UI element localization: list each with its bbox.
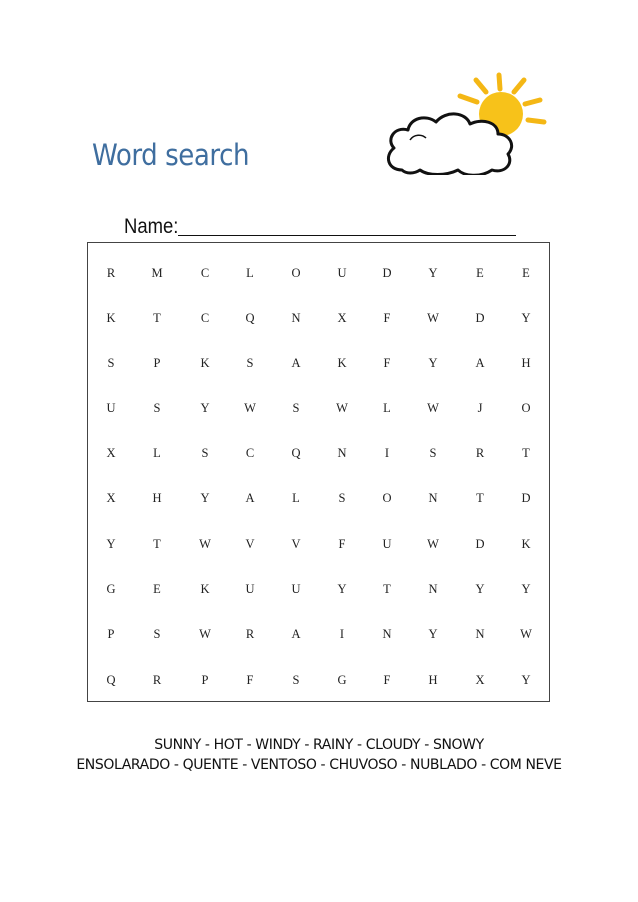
grid-cell: Y: [428, 627, 438, 641]
grid-cell: G: [337, 673, 347, 687]
grid-cell: Y: [475, 582, 485, 596]
grid-cell: F: [383, 311, 391, 325]
grid-cell: L: [292, 491, 300, 505]
grid-cell: D: [475, 311, 485, 325]
grid-cell: X: [106, 446, 116, 460]
grid-cell: W: [427, 401, 439, 415]
grid-cell: Y: [200, 491, 210, 505]
grid-cell: T: [522, 446, 530, 460]
grid-cell: X: [475, 673, 485, 687]
grid-cell: S: [107, 356, 115, 370]
grid-cell: Y: [428, 356, 438, 370]
grid-cell: Y: [428, 266, 438, 280]
grid-cell: E: [153, 582, 161, 596]
grid-cell: A: [291, 627, 301, 641]
grid-cell: Y: [200, 401, 210, 415]
grid-cell: C: [200, 311, 210, 325]
grid-cell: O: [521, 401, 531, 415]
grid-row: [88, 534, 549, 554]
grid-cell: K: [200, 582, 210, 596]
grid-row: [88, 670, 549, 690]
grid-cell: U: [382, 537, 392, 551]
grid-cell: W: [427, 537, 439, 551]
grid-cell: R: [245, 627, 255, 641]
grid-cell: F: [338, 537, 346, 551]
grid-cell: W: [427, 311, 439, 325]
grid-row: [88, 398, 549, 418]
grid-cell: N: [382, 627, 392, 641]
grid-cell: H: [152, 491, 162, 505]
grid-cell: K: [200, 356, 210, 370]
grid-cell: C: [245, 446, 255, 460]
grid-cell: P: [201, 673, 209, 687]
grid-cell: R: [106, 266, 116, 280]
grid-row: [88, 579, 549, 599]
grid-cell: T: [153, 537, 161, 551]
grid-cell: E: [476, 266, 484, 280]
grid-cell: H: [428, 673, 438, 687]
grid-cell: U: [106, 401, 116, 415]
grid-cell: O: [291, 266, 301, 280]
word-search-grid: [87, 242, 550, 702]
grid-cell: L: [246, 266, 254, 280]
grid-cell: Q: [106, 673, 116, 687]
grid-cell: Y: [521, 311, 531, 325]
grid-row: [88, 308, 549, 328]
grid-cell: S: [246, 356, 254, 370]
grid-cell: S: [292, 673, 300, 687]
grid-cell: S: [201, 446, 209, 460]
grid-cell: D: [382, 266, 392, 280]
name-label: Name:: [124, 215, 179, 238]
grid-cell: K: [521, 537, 531, 551]
grid-cell: M: [151, 266, 163, 280]
grid-cell: W: [199, 627, 211, 641]
grid-cell: D: [521, 491, 531, 505]
grid-cell: F: [246, 673, 254, 687]
grid-cell: U: [337, 266, 347, 280]
grid-cell: R: [475, 446, 485, 460]
grid-cell: W: [199, 537, 211, 551]
grid-cell: T: [383, 582, 391, 596]
grid-cell: J: [477, 401, 483, 415]
grid-cell: K: [106, 311, 116, 325]
grid-row: [88, 624, 549, 644]
grid-cell: L: [383, 401, 391, 415]
grid-cell: C: [200, 266, 210, 280]
grid-cell: N: [428, 582, 438, 596]
grid-cell: X: [337, 311, 347, 325]
grid-cell: T: [153, 311, 161, 325]
grid-cell: F: [383, 673, 391, 687]
grid-cell: T: [476, 491, 484, 505]
grid-cell: R: [152, 673, 162, 687]
grid-cell: P: [153, 356, 161, 370]
grid-cell: Y: [521, 582, 531, 596]
grid-cell: Y: [337, 582, 347, 596]
grid-cell: S: [153, 627, 161, 641]
grid-cell: O: [382, 491, 392, 505]
grid-cell: Y: [521, 673, 531, 687]
grid-cell: A: [475, 356, 485, 370]
grid-cell: W: [244, 401, 256, 415]
grid-cell: A: [291, 356, 301, 370]
grid-cell: K: [337, 356, 347, 370]
page-title: Word search: [92, 138, 250, 172]
grid-cell: Y: [106, 537, 116, 551]
grid-cell: E: [522, 266, 530, 280]
grid-cell: H: [521, 356, 531, 370]
grid-cell: P: [107, 627, 115, 641]
grid-cell: I: [384, 446, 390, 460]
grid-cell: I: [339, 627, 345, 641]
grid-cell: S: [338, 491, 346, 505]
grid-cell: U: [245, 582, 255, 596]
grid-cell: L: [153, 446, 161, 460]
grid-cell: G: [106, 582, 116, 596]
grid-cell: W: [520, 627, 532, 641]
name-field-row: [124, 215, 516, 239]
grid-cell: V: [291, 537, 301, 551]
grid-cell: V: [245, 537, 255, 551]
grid-cell: A: [245, 491, 255, 505]
grid-letters: [88, 243, 549, 701]
grid-cell: S: [429, 446, 437, 460]
grid-cell: S: [153, 401, 161, 415]
grid-cell: W: [336, 401, 348, 415]
grid-cell: N: [475, 627, 485, 641]
grid-row: [88, 443, 549, 463]
name-write-line: [178, 234, 516, 236]
grid-cell: Q: [291, 446, 301, 460]
grid-row: [88, 488, 549, 508]
grid-cell: N: [428, 491, 438, 505]
grid-cell: F: [383, 356, 391, 370]
cloud-shape: [388, 114, 511, 175]
grid-cell: S: [292, 401, 300, 415]
sun-cloud-icon: [380, 70, 550, 175]
grid-cell: Q: [245, 311, 255, 325]
grid-cell: D: [475, 537, 485, 551]
grid-cell: X: [106, 491, 116, 505]
grid-cell: U: [291, 582, 301, 596]
word-list-english: SUNNY - HOT - WINDY - RAINY - CLOUDY - SNOWY: [154, 737, 484, 753]
grid-cell: N: [337, 446, 347, 460]
grid-cell: N: [291, 311, 301, 325]
grid-row: [88, 263, 549, 283]
grid-row: [88, 353, 549, 373]
word-list-portuguese: ENSOLARADO - QUENTE - VENTOSO - CHUVOSO - NUBLADO - COM NEVE: [76, 757, 562, 773]
